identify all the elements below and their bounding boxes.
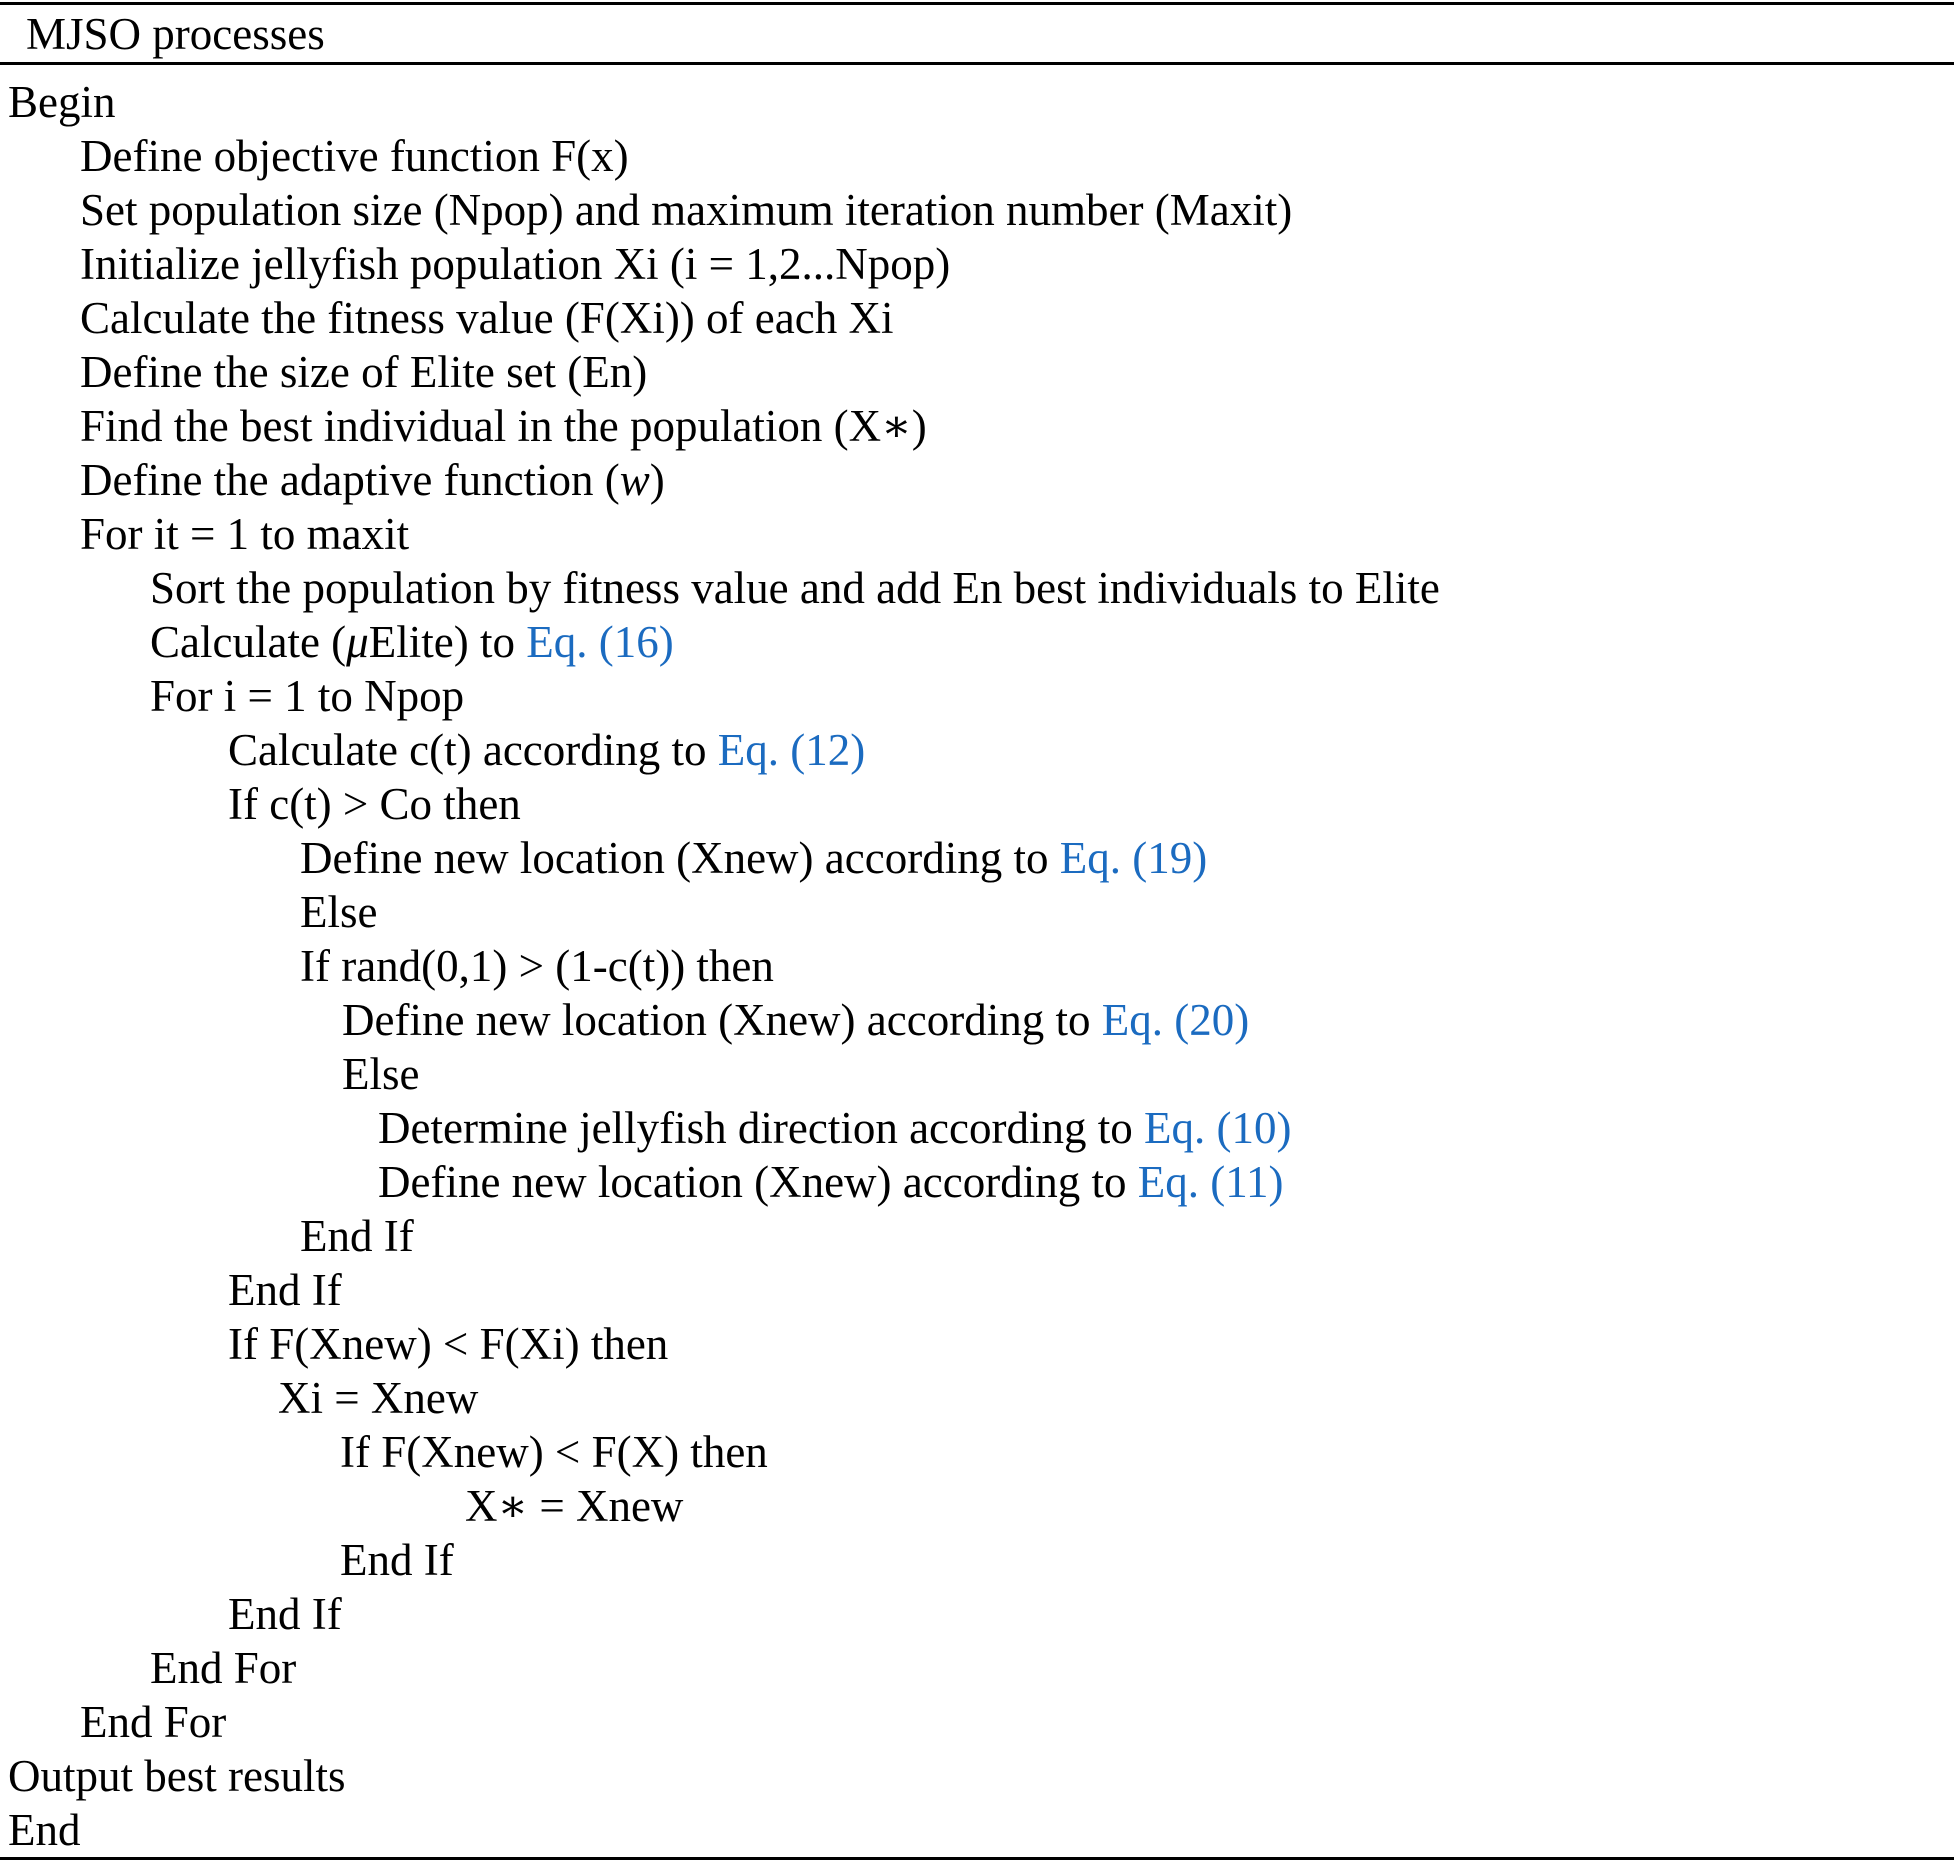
code-text: Output best results xyxy=(8,1751,346,1801)
code-text: End If xyxy=(340,1535,454,1585)
code-text: μ xyxy=(346,617,369,667)
pseudocode-line xyxy=(0,615,1954,669)
code-text: Define new location (Xnew) according to xyxy=(342,995,1102,1045)
pseudocode-body xyxy=(0,65,1954,1857)
code-text: For it = 1 to maxit xyxy=(80,509,410,559)
pseudocode-line xyxy=(0,993,1954,1047)
pseudocode-line xyxy=(0,1101,1954,1155)
code-text: w xyxy=(619,455,650,505)
eq-link[interactable]: Eq. (10) xyxy=(1144,1103,1292,1153)
pseudocode-line xyxy=(0,1533,1954,1587)
code-text: Calculate ( xyxy=(150,617,347,667)
code-text: Define new location (Xnew) according to xyxy=(378,1157,1138,1207)
eq-link[interactable]: Eq. (11) xyxy=(1137,1157,1284,1207)
pseudocode-line xyxy=(0,831,1954,885)
eq-link[interactable]: Eq. (20) xyxy=(1101,995,1250,1045)
pseudocode-line xyxy=(0,1479,1954,1533)
code-text: Xi = Xnew xyxy=(278,1373,479,1423)
code-text: Determine jellyfish direction according to xyxy=(378,1103,1144,1153)
pseudocode-line xyxy=(0,669,1954,723)
code-text: End If xyxy=(300,1211,414,1261)
bottom-rule xyxy=(0,1857,1954,1860)
code-text: For i = 1 to Npop xyxy=(150,671,465,721)
code-text: Set population size (Npop) and maximum iteration number (Maxit) xyxy=(80,185,1293,235)
pseudocode-line xyxy=(0,1803,1954,1857)
pseudocode-line xyxy=(0,1209,1954,1263)
pseudocode-line xyxy=(0,1425,1954,1479)
code-text: End If xyxy=(228,1589,342,1639)
pseudocode-line xyxy=(0,1371,1954,1425)
code-text: Define the adaptive function ( xyxy=(80,455,620,505)
code-text: Else xyxy=(342,1049,420,1099)
table-title: MJSO processes xyxy=(26,8,325,59)
code-text: End xyxy=(8,1805,81,1855)
code-text: ) xyxy=(649,455,665,505)
pseudocode-line xyxy=(0,291,1954,345)
code-text: Begin xyxy=(8,77,116,127)
code-text: Else xyxy=(300,887,378,937)
code-text: Define objective function F(x) xyxy=(80,131,629,181)
pseudocode-line xyxy=(0,1317,1954,1371)
code-text: Calculate the fitness value (F(Xi)) of each Xi xyxy=(80,293,894,343)
pseudocode-line xyxy=(0,453,1954,507)
code-text: If F(Xnew) < F(X) then xyxy=(340,1427,768,1477)
pseudocode-line xyxy=(0,129,1954,183)
code-text: End For xyxy=(150,1643,297,1693)
pseudocode-line xyxy=(0,507,1954,561)
code-text: Calculate c(t) according to xyxy=(228,725,718,775)
code-text: If F(Xnew) < F(Xi) then xyxy=(228,1319,669,1369)
code-text: Sort the population by fitness value and add En best individuals to Elite xyxy=(150,563,1440,613)
pseudocode-line xyxy=(0,345,1954,399)
pseudocode-line xyxy=(0,237,1954,291)
code-text: Initialize jellyfish population Xi (i = 1,2...Npop) xyxy=(80,239,951,289)
code-text: If c(t) > Co then xyxy=(228,779,521,829)
pseudocode-line xyxy=(0,399,1954,453)
eq-link[interactable]: Eq. (16) xyxy=(526,617,674,667)
pseudocode-line xyxy=(0,723,1954,777)
pseudocode-line xyxy=(0,1047,1954,1101)
pseudocode-line xyxy=(0,75,1954,129)
code-text: Define new location (Xnew) according to xyxy=(300,833,1060,883)
code-text: End If xyxy=(228,1265,342,1315)
table-header xyxy=(0,5,1954,62)
pseudocode-line xyxy=(0,1155,1954,1209)
pseudocode-line xyxy=(0,1749,1954,1803)
pseudocode-line xyxy=(0,183,1954,237)
eq-link[interactable]: Eq. (12) xyxy=(717,725,866,775)
code-text: Define the size of Elite set (En) xyxy=(80,347,648,397)
code-text: Find the best individual in the population (X∗) xyxy=(80,401,927,451)
pseudocode-line xyxy=(0,1695,1954,1749)
pseudocode-line xyxy=(0,561,1954,615)
code-text: End For xyxy=(80,1697,227,1747)
eq-link[interactable]: Eq. (19) xyxy=(1059,833,1208,883)
pseudocode-line xyxy=(0,1263,1954,1317)
pseudocode-line xyxy=(0,939,1954,993)
code-text: X∗ = Xnew xyxy=(465,1481,684,1531)
pseudocode-line xyxy=(0,777,1954,831)
pseudocode-line xyxy=(0,885,1954,939)
pseudocode-line xyxy=(0,1641,1954,1695)
pseudocode-line xyxy=(0,1587,1954,1641)
code-text: If rand(0,1) > (1-c(t)) then xyxy=(300,941,774,991)
code-text: Elite) to xyxy=(368,617,527,667)
